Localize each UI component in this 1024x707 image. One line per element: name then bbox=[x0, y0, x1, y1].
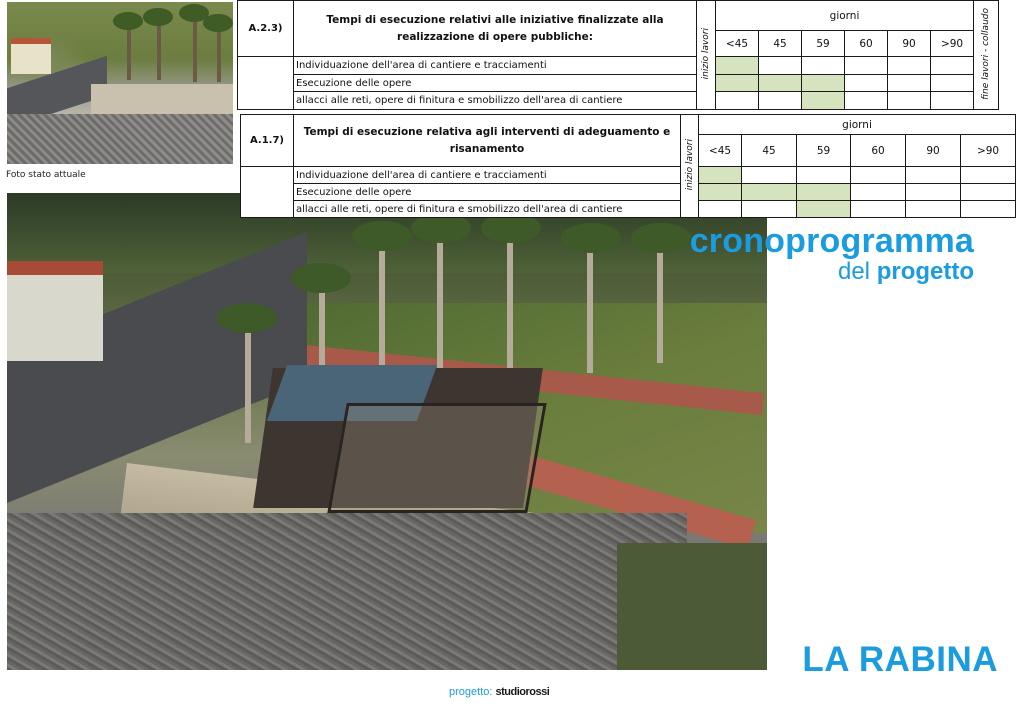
column-header: 59 bbox=[802, 31, 845, 57]
gantt-cell bbox=[888, 75, 931, 92]
activity-label: Individuazione dell'area di cantiere e tracciamenti bbox=[294, 57, 697, 75]
column-header: <45 bbox=[699, 135, 742, 167]
gantt-cell bbox=[906, 167, 961, 184]
gantt-cell bbox=[931, 75, 974, 92]
firm-name: studiorossi bbox=[495, 686, 550, 698]
gantt-cell bbox=[716, 75, 759, 92]
table-code: A.2.3) bbox=[238, 1, 294, 57]
gantt-cell bbox=[961, 184, 1016, 201]
gantt-cell bbox=[742, 167, 797, 184]
schedule-table-a17 bbox=[240, 114, 1016, 218]
end-label: fine lavori - collaudo bbox=[974, 1, 999, 110]
gantt-cell bbox=[961, 201, 1016, 218]
start-label: inizio lavori bbox=[681, 115, 699, 218]
table-row bbox=[238, 57, 999, 75]
days-header: giorni bbox=[716, 1, 974, 31]
activity-label: allacci alle reti, opere di finitura e smobilizzo dell'area di cantiere bbox=[294, 92, 697, 110]
project-credit: progetto: studiorossi bbox=[449, 686, 550, 698]
table-row bbox=[238, 92, 999, 110]
start-label: inizio lavori bbox=[697, 1, 716, 110]
column-header: <45 bbox=[716, 31, 759, 57]
activity-label: Esecuzione delle opere bbox=[294, 75, 697, 92]
gantt-cell bbox=[759, 92, 802, 110]
gantt-cell bbox=[845, 57, 888, 75]
gantt-cell bbox=[742, 201, 797, 218]
column-header: >90 bbox=[931, 31, 974, 57]
gantt-cell bbox=[716, 92, 759, 110]
gantt-cell bbox=[931, 92, 974, 110]
activity-label: allacci alle reti, opere di finitura e smobilizzo dell'area di cantiere bbox=[294, 201, 681, 218]
gantt-cell bbox=[802, 75, 845, 92]
column-header: 45 bbox=[759, 31, 802, 57]
gantt-cell bbox=[851, 167, 906, 184]
gantt-cell bbox=[797, 184, 851, 201]
gantt-cell bbox=[699, 167, 742, 184]
gantt-cell bbox=[742, 184, 797, 201]
column-header: 45 bbox=[742, 135, 797, 167]
gantt-cell bbox=[851, 201, 906, 218]
photo-caption: Foto stato attuale bbox=[6, 170, 86, 180]
gantt-cell bbox=[845, 92, 888, 110]
gantt-cell bbox=[845, 75, 888, 92]
section-heading bbox=[690, 224, 974, 286]
column-header: 60 bbox=[845, 31, 888, 57]
days-header: giorni bbox=[699, 115, 1016, 135]
gantt-cell bbox=[716, 57, 759, 75]
table-row bbox=[241, 201, 1016, 218]
gantt-cell bbox=[699, 184, 742, 201]
gantt-cell bbox=[961, 167, 1016, 184]
gantt-cell bbox=[802, 92, 845, 110]
gantt-cell bbox=[931, 57, 974, 75]
column-header: 59 bbox=[797, 135, 851, 167]
table-title: Tempi di esecuzione relativi alle iniziative finalizzate alla realizzazione di opere pubbliche: bbox=[294, 1, 697, 57]
gantt-cell bbox=[906, 184, 961, 201]
activity-label: Individuazione dell'area di cantiere e tracciamenti bbox=[294, 167, 681, 184]
gantt-cell bbox=[888, 57, 931, 75]
project-rendering bbox=[7, 193, 767, 670]
gantt-cell bbox=[699, 201, 742, 218]
column-header: 90 bbox=[888, 31, 931, 57]
table-row bbox=[238, 75, 999, 92]
table-title: Tempi di esecuzione relativa agli interventi di adeguamento e risanamento bbox=[294, 115, 681, 167]
gantt-cell bbox=[906, 201, 961, 218]
current-state-photo bbox=[7, 2, 233, 164]
gantt-cell bbox=[802, 57, 845, 75]
column-header: >90 bbox=[961, 135, 1016, 167]
gantt-cell bbox=[759, 57, 802, 75]
column-header: 60 bbox=[851, 135, 906, 167]
table-code: A.1.7) bbox=[241, 115, 294, 167]
heading-line2: del progetto bbox=[837, 258, 974, 285]
gantt-cell bbox=[797, 201, 851, 218]
column-header: 90 bbox=[906, 135, 961, 167]
gantt-cell bbox=[759, 75, 802, 92]
gantt-cell bbox=[888, 92, 931, 110]
heading-line1: cronoprogramma bbox=[689, 222, 974, 260]
table-row bbox=[241, 167, 1016, 184]
place-name: LA RABINA bbox=[802, 640, 998, 679]
gantt-cell bbox=[851, 184, 906, 201]
schedule-table-a23 bbox=[237, 0, 999, 110]
gantt-cell bbox=[797, 167, 851, 184]
activity-label: Esecuzione delle opere bbox=[294, 184, 681, 201]
table-row bbox=[241, 184, 1016, 201]
